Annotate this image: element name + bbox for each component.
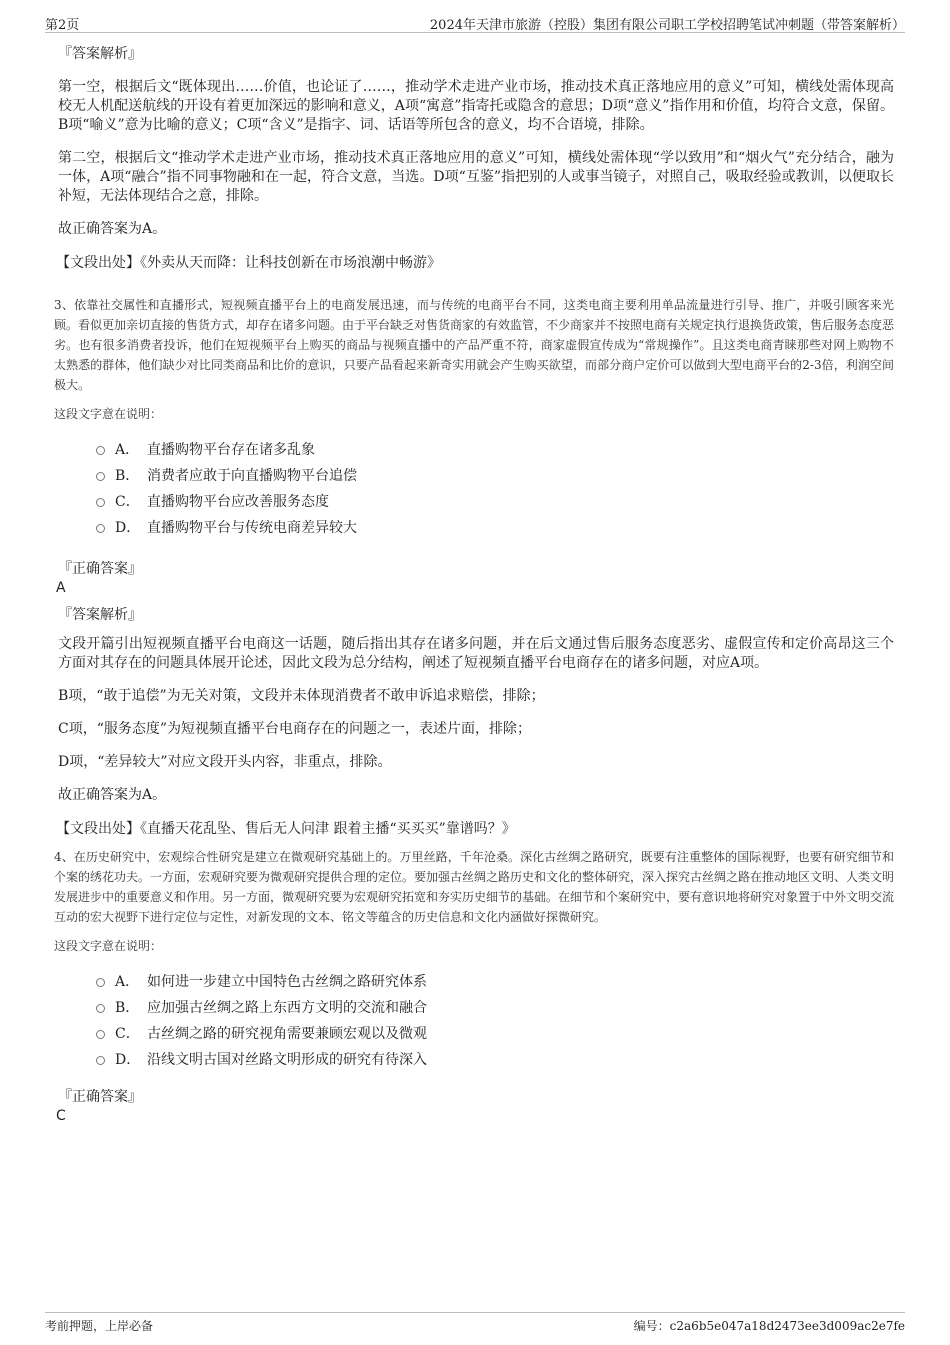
option-text: 应加强古丝绸之路上东西方文明的交流和融合 — [147, 1000, 427, 1016]
q4-option-b[interactable] — [96, 995, 894, 1021]
radio-icon[interactable] — [96, 1004, 105, 1013]
q3-answer: A — [56, 580, 66, 596]
option-text: 直播购物平台存在诸多乱象 — [147, 442, 315, 458]
option-text: 直播购物平台应改善服务态度 — [147, 494, 329, 510]
q4-answer-label: 『正确答案』 — [58, 1089, 142, 1105]
radio-icon[interactable] — [96, 498, 105, 507]
q4-option-c[interactable] — [96, 1021, 894, 1047]
option-text: 如何进一步建立中国特色古丝绸之路研究体系 — [147, 974, 427, 990]
radio-icon[interactable] — [96, 1056, 105, 1065]
option-letter: C． — [115, 1026, 140, 1042]
q2-analysis-para-1: 第一空，根据后文“既体现出……价值，也论证了……，推动学术走进产业市场，推动技术真正落地应用的意义”可知，横线处需体现高校无人机配送航线的开设有着更加深远的影响和意义，A项“寓意”指寄托或隐含的意思；D项“意义”指作用和价值，均符合文意，保留。B项“喻义”意为比喻的意义；C项“含义”是指字、词、话语等所包含的意义，均不合语境，排除。 — [58, 79, 894, 133]
q2-conclusion: 故正确答案为A。 — [58, 221, 167, 237]
q3-source: 【文段出处】《直播天花乱坠、售后无人问津 跟着主播“买买买”靠谱吗？》 — [56, 821, 516, 837]
q4-option-d[interactable] — [96, 1047, 894, 1073]
q3-option-d[interactable] — [96, 515, 894, 541]
q3-analysis-c: C项，“服务态度”为短视频直播平台电商存在的问题之一，表述片面，排除； — [58, 721, 532, 737]
option-text: 古丝绸之路的研究视角需要兼顾宏观以及微观 — [147, 1026, 427, 1042]
page-footer — [45, 1312, 905, 1337]
page-number: 第2页 — [45, 18, 80, 33]
option-letter: D． — [115, 520, 141, 536]
radio-icon[interactable] — [96, 1030, 105, 1039]
option-letter: A． — [115, 442, 140, 458]
document-body — [54, 44, 895, 1133]
q2-source: 【文段出处】《外卖从天而降：让科技创新在市场浪潮中畅游》 — [56, 255, 441, 271]
q3-analysis-label: 『答案解析』 — [58, 607, 142, 623]
q3-analysis-b: B项，“敢于追偿”为无关对策，文段并未体现消费者不敢申诉追求赔偿，排除； — [58, 688, 545, 704]
radio-icon[interactable] — [96, 524, 105, 533]
option-letter: D． — [115, 1052, 141, 1068]
option-text: 消费者应敢于向直播购物平台追偿 — [147, 468, 357, 484]
q4-options — [96, 969, 894, 1073]
document-code: 编号：c2a6b5e047a18d2473ee3d009ac2e7fe — [633, 1319, 905, 1333]
q3-option-b[interactable] — [96, 463, 894, 489]
radio-icon[interactable] — [96, 472, 105, 481]
q3-stem: 3、依靠社交属性和直播形式，短视频直播平台上的电商发展迅速，而与传统的电商平台不同，这类电商主要利用单品流量进行引导、推广，并吸引顾客来光顾。看似更加亲切直接的售货方式，却存在诸多问题。由于平台缺乏对售货商家的有效监管，不少商家并不按照电商有关规定执行退换货政策，售后服务态度恶劣。也有很多消费者投诉，他们在短视频平台上购买的商品与视频直播中的产品严重不符，商家虚假宣传成为“常规操作”。且这类电商青睐那些对网上购物不太熟悉的群体，他们缺少对比同类商品和比价的意识，只要产品看起来新奇实用就会产生购买欲望，而部分商户定价可以做到大型电商平台的2-3倍，利润空间极大。 — [54, 298, 895, 392]
q2-analysis-label: 『答案解析』 — [58, 46, 142, 62]
q3-option-a[interactable] — [96, 437, 894, 463]
option-text: 沿线文明古国对丝路文明形成的研究有待深入 — [147, 1052, 427, 1068]
footer-slogan: 考前押题，上岸必备 — [45, 1319, 154, 1333]
q4-stem: 4、在历史研究中，宏观综合性研究是建立在微观研究基础上的。万里丝路，千年沧桑。深化古丝绸之路研究，既要有注重整体的国际视野，也要有研究细节和个案的绣花功夫。一方面，宏观研究要为微观研究提供合理的定位。要加强古丝绸之路历史和文化的整体研究，深入探究古丝绸之路在推动地区文明、人类文明发展进步中的重要意义和作用。另一方面，微观研究要为宏观研究拓宽和夯实历史细节的基础。在细节和个案研究中，要有意识地将研究对象置于中外文明交流互动的宏大视野下进行定位与定性，对新发现的文本、铭文等蕴含的历史信息和文化内涵做好探微研究。 — [54, 850, 895, 924]
page-header — [45, 12, 905, 33]
q3-analysis-para-1: 文段开篇引出短视频直播平台电商这一话题，随后指出其存在诸多问题，并在后文通过售后服务态度恶劣、虚假宣传和定价高昂这三个方面对其存在的问题具体展开论述，因此文段为总分结构，阐述了短视频直播平台电商存在的诸多问题，对应A项。 — [58, 636, 894, 671]
q3-answer-label: 『正确答案』 — [58, 561, 142, 577]
radio-icon[interactable] — [96, 978, 105, 987]
option-letter: B． — [115, 1000, 140, 1016]
q3-conclusion: 故正确答案为A。 — [58, 787, 167, 803]
option-letter: B． — [115, 468, 140, 484]
document-title: 2024年天津市旅游（控股）集团有限公司职工学校招聘笔试冲刺题（带答案解析） — [429, 18, 905, 33]
option-letter: A． — [115, 974, 140, 990]
option-letter: C． — [115, 494, 140, 510]
option-text: 直播购物平台与传统电商差异较大 — [147, 520, 357, 536]
q4-prompt: 这段文字意在说明： — [54, 939, 163, 953]
q3-prompt: 这段文字意在说明： — [54, 407, 163, 421]
q3-option-c[interactable] — [96, 489, 894, 515]
q3-options — [96, 437, 894, 541]
radio-icon[interactable] — [96, 446, 105, 455]
q3-analysis-d: D项，“差异较大”对应文段开头内容，非重点，排除。 — [58, 754, 392, 770]
q4-option-a[interactable] — [96, 969, 894, 995]
q4-answer: C — [56, 1108, 66, 1124]
q2-analysis-para-2: 第二空，根据后文“推动学术走进产业市场，推动技术真正落地应用的意义”可知，横线处需体现“学以致用”和“烟火气”充分结合，融为一体，A项“融合”指不同事物融和在一起，符合文意，当选。D项“互鉴”指把别的人或事当镜子，对照自己，吸取经验或教训，以便取长补短，无法体现结合之意，排除。 — [58, 150, 894, 204]
